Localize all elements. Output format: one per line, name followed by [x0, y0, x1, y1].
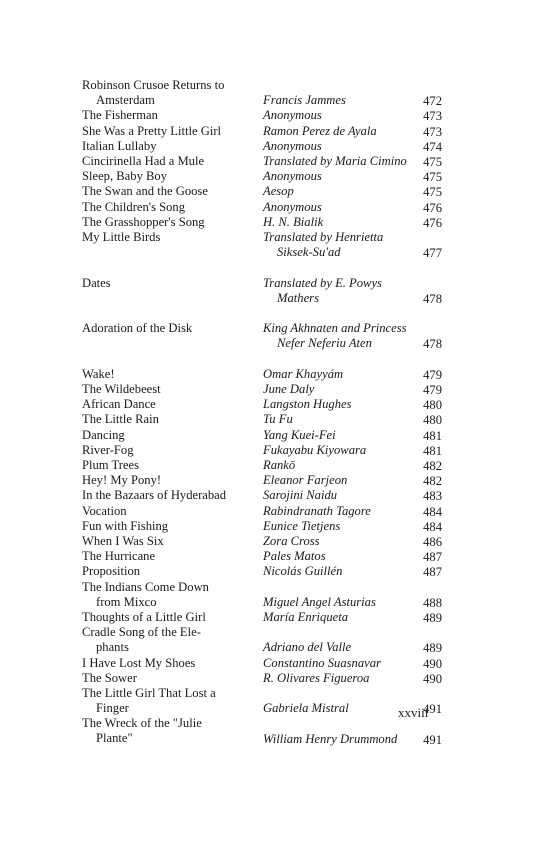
entry-author — [263, 458, 419, 473]
entry-author — [263, 108, 419, 123]
entry-title-line: The Little Rain — [82, 412, 159, 427]
entry-page-number: 487 — [423, 550, 442, 565]
entry-title — [82, 154, 254, 169]
entry-title-line: Cradle Song of the Ele- — [82, 625, 201, 640]
entry-page-number: 489 — [423, 641, 442, 656]
toc-entry — [0, 169, 560, 184]
entry-page-number: 475 — [423, 170, 442, 185]
entry-author — [263, 443, 419, 458]
entry-page-number: 482 — [423, 474, 442, 489]
toc-entry — [0, 686, 560, 716]
toc-entry — [0, 428, 560, 443]
entry-author — [263, 534, 419, 549]
entry-title-line: Adoration of the Disk — [82, 321, 193, 336]
entry-author-line: Anonymous — [263, 108, 322, 123]
entry-author — [263, 656, 419, 671]
entry-author — [263, 640, 419, 655]
entry-author-line: Nicolás Guillén — [263, 564, 343, 579]
toc-entry — [0, 473, 560, 488]
entry-title — [82, 686, 254, 716]
entry-author-line: Siksek-Su'ad — [277, 245, 341, 259]
entry-title-line: My Little Birds — [82, 230, 161, 244]
entry-title — [82, 215, 254, 230]
toc-entry — [0, 580, 560, 610]
entry-title-line: The Wildebeest — [82, 382, 161, 396]
toc-entry — [0, 443, 560, 458]
entry-page-number: 473 — [423, 124, 442, 139]
entry-title — [82, 656, 254, 671]
toc-entry — [0, 184, 560, 199]
entry-author-line: Fukayabu Kiyowara — [263, 442, 367, 457]
entry-author-line: Tu Fu — [263, 412, 293, 427]
entry-author-line: R. Olivares Figueroa — [263, 670, 370, 685]
entry-author-line: Ramon Perez de Ayala — [263, 123, 377, 138]
entry-author — [263, 397, 419, 412]
entry-author-line: Miguel Angel Asturias — [263, 594, 376, 609]
entry-title — [82, 397, 254, 412]
entry-author-line: Anonymous — [263, 138, 322, 153]
toc-entry — [0, 549, 560, 564]
toc-entry — [0, 488, 560, 503]
entry-author — [263, 382, 419, 397]
entry-title — [82, 108, 254, 123]
entry-page-number: 489 — [423, 611, 442, 625]
toc-entry — [0, 625, 560, 655]
entry-author-line: June Daly — [263, 382, 315, 396]
entry-page-number: 478 — [423, 291, 442, 306]
entry-title — [82, 580, 254, 610]
entry-title-line: The Wreck of the "Julie — [82, 716, 202, 731]
entry-title — [82, 169, 254, 184]
toc-entry — [0, 124, 560, 139]
entry-title — [82, 534, 254, 549]
toc-entry — [0, 321, 560, 351]
entry-author-line: Mathers — [277, 290, 319, 305]
entry-author-line: Translated by Maria Cimino — [263, 154, 407, 168]
toc-entry — [0, 367, 560, 382]
toc-entry — [0, 230, 560, 260]
entry-title-line: Sleep, Baby Boy — [82, 169, 168, 184]
entry-title-line: Dancing — [82, 427, 125, 442]
entry-title — [82, 488, 254, 503]
entry-page-number: 477 — [423, 246, 442, 261]
entry-author — [263, 488, 419, 503]
entry-title-line: Robinson Crusoe Returns to — [82, 78, 225, 92]
entry-title — [82, 276, 254, 291]
entry-author-line: Sarojini Naidu — [263, 488, 338, 503]
entry-title — [82, 473, 254, 488]
entry-page-number: 484 — [423, 519, 442, 534]
entry-author — [263, 504, 419, 519]
entry-title-line: Thoughts of a Little Girl — [82, 610, 206, 624]
entry-page-number: 479 — [423, 383, 442, 397]
entry-author — [263, 367, 419, 382]
entry-author-line: Francis Jammes — [263, 93, 346, 108]
entry-title-line: The Indians Come Down — [82, 579, 209, 594]
entry-author-line: Rabindranath Tagore — [263, 503, 371, 518]
entry-title-line: Italian Lullaby — [82, 138, 157, 153]
entry-author-line: William Henry Drummond — [263, 731, 398, 746]
entry-title-line: Hey! My Pony! — [82, 473, 162, 488]
entry-author — [263, 473, 419, 488]
entry-page-number: 476 — [423, 200, 442, 215]
entry-author-line: Zora Cross — [263, 534, 320, 548]
entry-author — [263, 610, 419, 625]
entry-title-line: The Little Girl That Lost a — [82, 686, 216, 700]
entry-author-line: Yang Kuei-Fei — [263, 427, 336, 442]
entry-title — [82, 671, 254, 686]
entry-title — [82, 564, 254, 579]
entry-author-line: María Enriqueta — [263, 610, 349, 624]
toc-entry — [0, 671, 560, 686]
entry-title — [82, 200, 254, 215]
entry-author-line: Eunice Tietjens — [263, 518, 341, 533]
entry-title-line: phants — [96, 640, 129, 655]
entry-page-number: 484 — [423, 504, 442, 519]
toc-entry — [0, 412, 560, 427]
entry-author — [263, 428, 419, 443]
entry-author-line: Translated by Henrietta — [263, 230, 384, 244]
entry-title — [82, 519, 254, 534]
entry-title-line: Vocation — [82, 503, 127, 518]
entry-title — [82, 716, 254, 746]
toc-entry — [0, 108, 560, 123]
entry-title — [82, 428, 254, 443]
entry-title-line: River-Fog — [82, 442, 134, 457]
entry-title-line: The Sower — [82, 670, 137, 685]
entry-title — [82, 78, 254, 108]
entry-title-line: When I Was Six — [82, 534, 164, 548]
entry-page-number: 475 — [423, 155, 442, 169]
entry-page-number: 483 — [423, 489, 442, 504]
entry-title — [82, 124, 254, 139]
entry-title-line: from Mixco — [96, 594, 157, 609]
entry-title-line: Plante" — [96, 731, 133, 746]
entry-author-line: Anonymous — [263, 169, 322, 184]
entry-author — [263, 154, 419, 169]
entry-title — [82, 230, 254, 245]
entry-title-line: Wake! — [82, 366, 115, 381]
entry-page-number: 480 — [423, 413, 442, 428]
entry-author-line: Rankō — [263, 458, 296, 472]
entry-page-number: 481 — [423, 428, 442, 443]
entry-author — [263, 519, 419, 534]
entry-author — [263, 549, 419, 564]
entry-author-line: King Akhnaten and Princess — [263, 321, 407, 336]
entry-author — [263, 169, 419, 184]
entry-title — [82, 321, 254, 336]
entry-title — [82, 367, 254, 382]
entry-page-number: 491 — [423, 732, 442, 747]
entry-author — [263, 276, 419, 306]
entry-title-line: The Hurricane — [82, 549, 156, 564]
entry-title-line: Cincirinella Had a Mule — [82, 154, 205, 168]
entry-page-number: 486 — [423, 535, 442, 549]
entry-page-number: 481 — [423, 443, 442, 458]
entry-author — [263, 200, 419, 215]
entry-title — [82, 610, 254, 625]
entry-title-line: She Was a Pretty Little Girl — [82, 123, 222, 138]
entry-author-line: Aesop — [263, 184, 294, 199]
entry-page-number: 480 — [423, 398, 442, 413]
entry-title-line: The Grasshopper's Song — [82, 214, 205, 229]
entry-title-line: The Fisherman — [82, 108, 158, 123]
toc-entry — [0, 397, 560, 412]
toc-entry — [0, 504, 560, 519]
entry-title-line: African Dance — [82, 397, 156, 412]
entry-author — [263, 321, 419, 351]
entry-author-line: Omar Khayyám — [263, 366, 344, 381]
entry-author — [263, 124, 419, 139]
toc-entry — [0, 716, 560, 746]
entry-page-number: 475 — [423, 185, 442, 200]
toc-entry — [0, 656, 560, 671]
entry-title — [82, 625, 254, 655]
entry-author — [263, 732, 419, 747]
entry-title-line: Fun with Fishing — [82, 518, 169, 533]
entry-page-number: 488 — [423, 595, 442, 610]
entry-title — [82, 549, 254, 564]
entry-title — [82, 382, 254, 397]
entry-author-line: Gabriela Mistral — [263, 701, 349, 716]
entry-author-line: Anonymous — [263, 199, 322, 214]
toc-entry — [0, 534, 560, 549]
entry-title-line: Amsterdam — [96, 93, 155, 107]
toc-entry — [0, 215, 560, 230]
entry-title-line: The Swan and the Goose — [82, 184, 208, 199]
toc-entry — [0, 458, 560, 473]
toc-entry — [0, 519, 560, 534]
entry-author-line: Nefer Neferiu Aten — [277, 336, 372, 351]
entry-author — [263, 184, 419, 199]
entry-author — [263, 564, 419, 579]
entry-page-number: 490 — [423, 656, 442, 671]
entry-page-number: 487 — [423, 565, 442, 580]
entry-page-number: 474 — [423, 139, 442, 154]
entry-author — [263, 595, 419, 610]
entry-page-number: 472 — [423, 94, 442, 109]
entry-title-line: Dates — [82, 275, 111, 290]
entry-page-number: 482 — [423, 459, 442, 473]
entry-title-line: The Children's Song — [82, 199, 186, 214]
entry-title-line: I Have Lost My Shoes — [82, 655, 196, 670]
entry-title-line: In the Bazaars of Hyderabad — [82, 488, 227, 503]
entry-page-number: 490 — [423, 671, 442, 686]
toc-entry — [0, 276, 560, 306]
toc-entry — [0, 564, 560, 579]
entry-author-line: Eleanor Farjeon — [263, 473, 348, 488]
entry-page-number: 491 — [423, 702, 442, 717]
entry-author — [263, 701, 419, 716]
entry-author-line: Pales Matos — [263, 549, 326, 564]
entry-title-line: Finger — [96, 701, 129, 715]
entry-author — [263, 215, 419, 230]
entry-page-number: 478 — [423, 337, 442, 352]
entry-author-line: Langston Hughes — [263, 397, 352, 412]
toc-entry — [0, 154, 560, 169]
entry-title — [82, 504, 254, 519]
entry-author — [263, 671, 419, 686]
entry-author-line: Adriano del Valle — [263, 640, 352, 655]
toc-entry — [0, 610, 560, 625]
page-folio: xxviii — [398, 705, 429, 720]
entry-title — [82, 139, 254, 154]
entry-title — [82, 458, 254, 473]
entry-title — [82, 184, 254, 199]
entry-author-line: Constantino Suasnavar — [263, 655, 381, 670]
toc-entry — [0, 200, 560, 215]
entry-author — [263, 412, 419, 427]
entry-title — [82, 412, 254, 427]
toc-entry — [0, 78, 560, 108]
entry-page-number: 473 — [423, 109, 442, 124]
entry-page-number: 476 — [423, 215, 442, 230]
entry-title-line: Proposition — [82, 564, 141, 579]
entry-author — [263, 230, 419, 260]
toc-entry — [0, 382, 560, 397]
entry-page-number: 479 — [423, 367, 442, 382]
entry-author — [263, 139, 419, 154]
entry-title — [82, 443, 254, 458]
entry-title-line: Plum Trees — [82, 458, 140, 472]
toc-entry — [0, 139, 560, 154]
entry-author-line: Translated by E. Powys — [263, 275, 382, 290]
entry-author-line: H. N. Bialik — [263, 214, 324, 229]
entry-author — [263, 93, 419, 108]
